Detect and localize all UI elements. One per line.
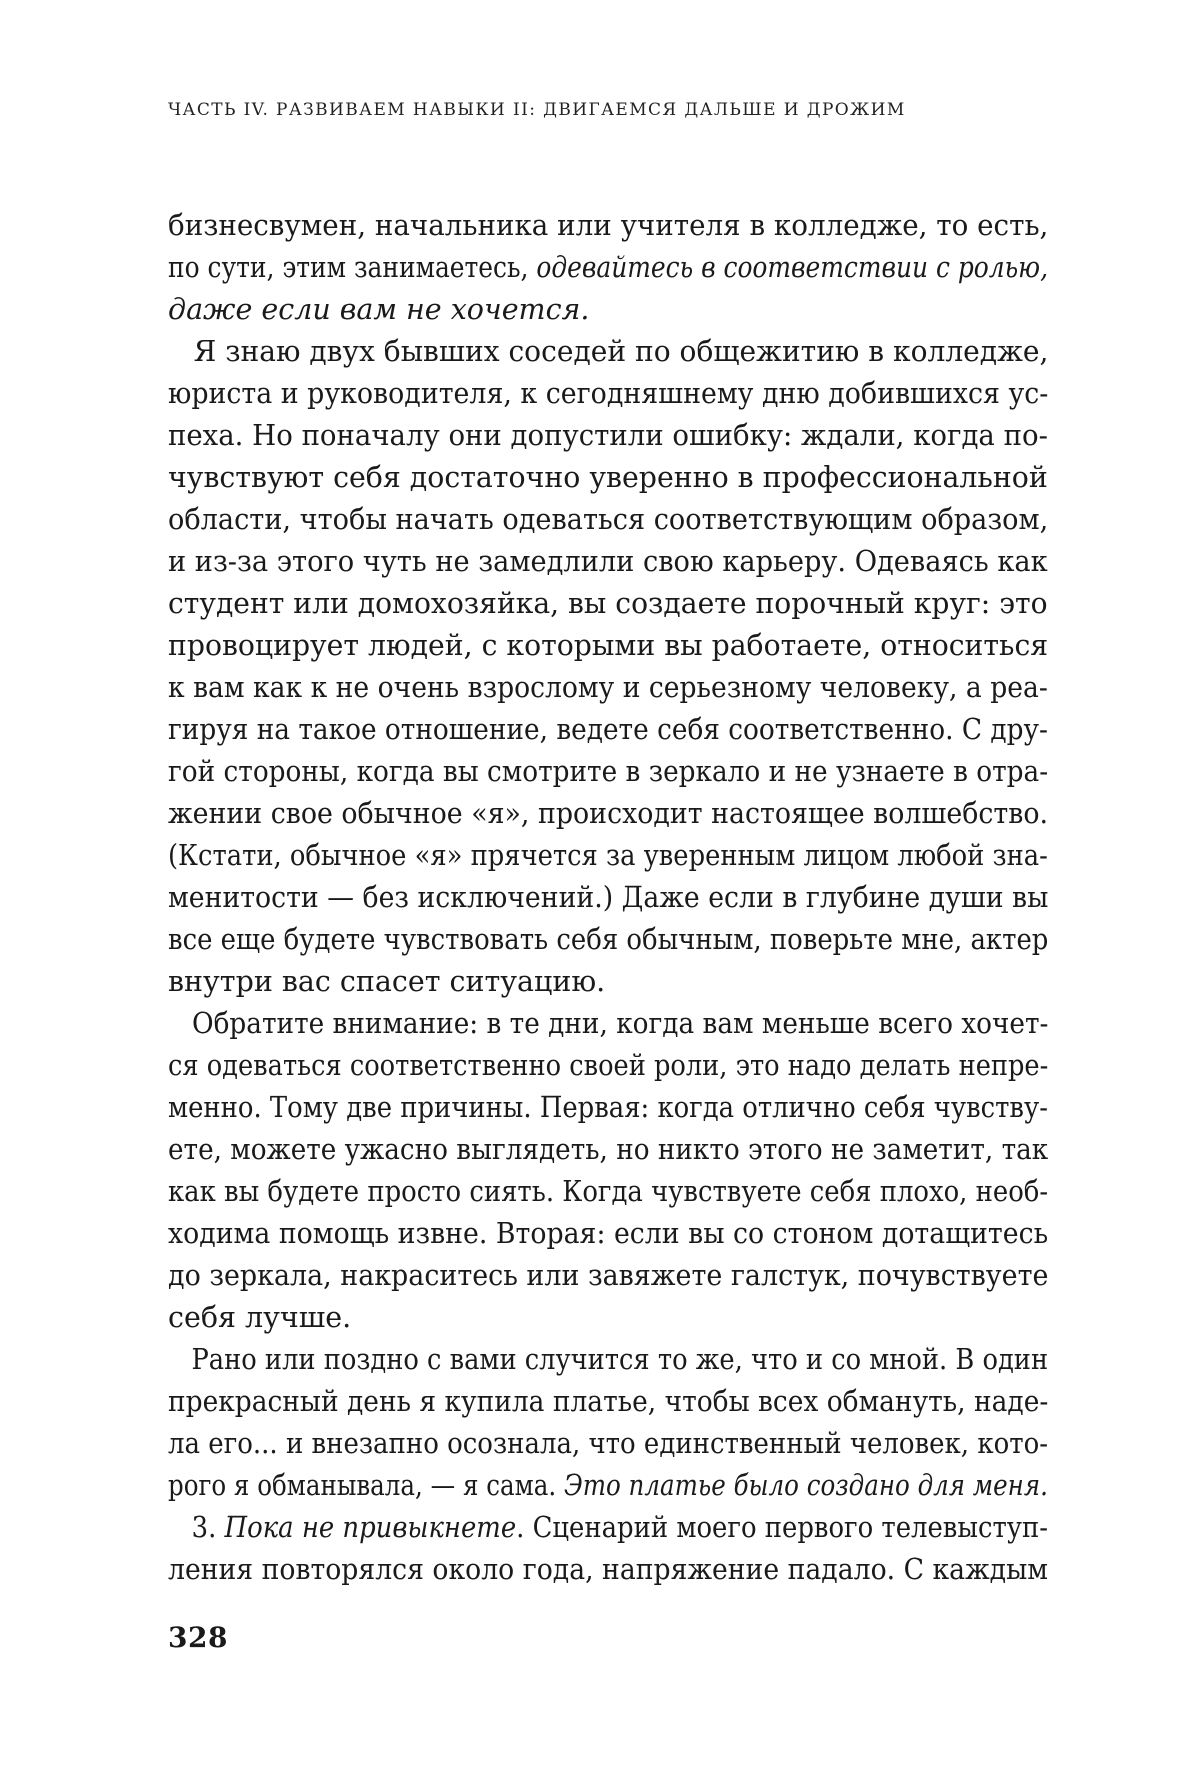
- paragraph-first-line: [168, 1507, 1049, 1549]
- running-header: ЧАСТЬ IV. РАЗВИВАЕМ НАВЫКИ II: ДВИГАЕМСЯ ДАЛЬШЕ И ДРОЖИМ: [168, 100, 906, 120]
- text-line: [168, 625, 1049, 667]
- text-run: до зеркала, накраситесь или завяжете галстук, почувствуете: [168, 1259, 1049, 1292]
- text-run: менно. Тому две причины. Первая: когда отлично себя чувству-: [168, 1091, 1048, 1124]
- text-run: Я знаю двух бывших соседей по общежитию в колледже,: [193, 335, 1049, 368]
- page-number: 328: [168, 1621, 228, 1654]
- text-run: юриста и руководителя, к сегодняшнему дню добившихся ус-: [168, 377, 1049, 410]
- text-run: гой стороны, когда вы смотрите в зеркало и не узнаете в отра-: [168, 755, 1049, 788]
- text-line: [168, 1213, 1049, 1255]
- text-line: [168, 793, 1049, 835]
- text-run: ете, можете ужасно выглядеть, но никто этого не заметит, так: [168, 1133, 1049, 1166]
- text-line: [168, 583, 1048, 625]
- text-run: пеха. Но поначалу они допустили ошибку: ждали, когда по-: [168, 419, 1048, 452]
- text-line: [168, 877, 1049, 919]
- text-line: [168, 1465, 1048, 1507]
- text-run: бизнесвумен, начальника или учителя в колледже, то есть,: [168, 209, 1049, 242]
- italic-text: Это платье было создано для меня.: [563, 1469, 1048, 1502]
- text-line: [168, 1255, 1049, 1297]
- text-run: прекрасный день я купила платье, чтобы всех обмануть, наде-: [168, 1385, 1049, 1418]
- text-run: ла его... и внезапно осознала, что единственный человек, кото-: [168, 1427, 1049, 1460]
- text-line: [168, 499, 1049, 541]
- text-run: студент или домохозяйка, вы создаете порочный круг: это: [168, 587, 1048, 620]
- text-line: [168, 541, 1048, 583]
- text-run: рого я обманывала, — я сама.: [168, 1469, 564, 1502]
- text-run: по сути, этим занимаетесь,: [168, 251, 537, 284]
- text-line: [168, 751, 1049, 793]
- text-line: [168, 457, 1048, 499]
- text-line: [168, 835, 1048, 877]
- text-line: [168, 415, 1048, 457]
- body-text: [168, 205, 1048, 1591]
- text-run: провоцирует людей, с которыми вы работаете, относиться: [168, 629, 1049, 662]
- text-line: [168, 1549, 1049, 1591]
- text-run: (Кстати, обычное «я» прячется за уверенным лицом любой зна-: [168, 839, 1048, 872]
- text-run: все еще будете чувствовать себя обычным, поверьте мне, актер: [168, 923, 1049, 956]
- text-line: [168, 1381, 1049, 1423]
- italic-text: одевайтесь в соответствии с ролью,: [536, 251, 1049, 284]
- text-line: [168, 1423, 1049, 1465]
- text-run: ся одеваться соответственно своей роли, это надо делать непре-: [168, 1049, 1049, 1082]
- text-run: 3.: [191, 1511, 225, 1544]
- text-line: [168, 1087, 1048, 1129]
- text-line: [168, 667, 1048, 709]
- text-run: гируя на такое отношение, ведете себя соответственно. С дру-: [168, 713, 1048, 746]
- text-run: жении свое обычное «я», происходит настоящее волшебство.: [168, 797, 1049, 830]
- text-line: [168, 1171, 1049, 1213]
- text-run: . Сценарий моего первого телевыступ-: [516, 1511, 1049, 1544]
- italic-text: Пока не привыкнете: [224, 1511, 517, 1544]
- text-run: к вам как к не очень взрослому и серьезному человеку, а реа-: [168, 671, 1048, 704]
- text-line: [168, 709, 1048, 751]
- text-run: области, чтобы начать одеваться соответствующим образом,: [168, 503, 1049, 536]
- text-run: себя лучше.: [168, 1301, 352, 1334]
- paragraph-first-line: [168, 331, 1049, 373]
- text-line: [168, 205, 1049, 247]
- text-line: [168, 247, 1049, 289]
- text-run: ления повторялся около года, напряжение падало. С каждым: [168, 1553, 1049, 1586]
- text-run: Рано или поздно с вами случится то же, что и со мной. В один: [191, 1343, 1049, 1376]
- text-run: Обратите внимание: в те дни, когда вам меньше всего хочет-: [192, 1007, 1049, 1040]
- text-run: как вы будете просто сиять. Когда чувствуете себя плохо, необ-: [168, 1175, 1049, 1208]
- text-line: [168, 1045, 1049, 1087]
- text-line: [168, 289, 1048, 331]
- text-run: менитости — без исключений.) Даже если в глубине души вы: [168, 881, 1049, 914]
- text-line: [168, 919, 1049, 961]
- text-run: и из-за этого чуть не замедлили свою карьеру. Одеваясь как: [168, 545, 1048, 578]
- text-line: [168, 1297, 1048, 1339]
- text-line: [168, 961, 1048, 1003]
- text-line: [168, 1129, 1049, 1171]
- text-run: внутри вас спасет ситуацию.: [168, 965, 606, 998]
- paragraph-first-line: [168, 1339, 1049, 1381]
- text-run: чувствуют себя достаточно уверенно в профессиональной: [168, 461, 1048, 494]
- paragraph-first-line: [168, 1003, 1049, 1045]
- italic-text: даже если вам не хочется.: [168, 293, 590, 326]
- text-line: [168, 373, 1049, 415]
- text-run: ходима помощь извне. Вторая: если вы со стоном дотащитесь: [168, 1217, 1049, 1250]
